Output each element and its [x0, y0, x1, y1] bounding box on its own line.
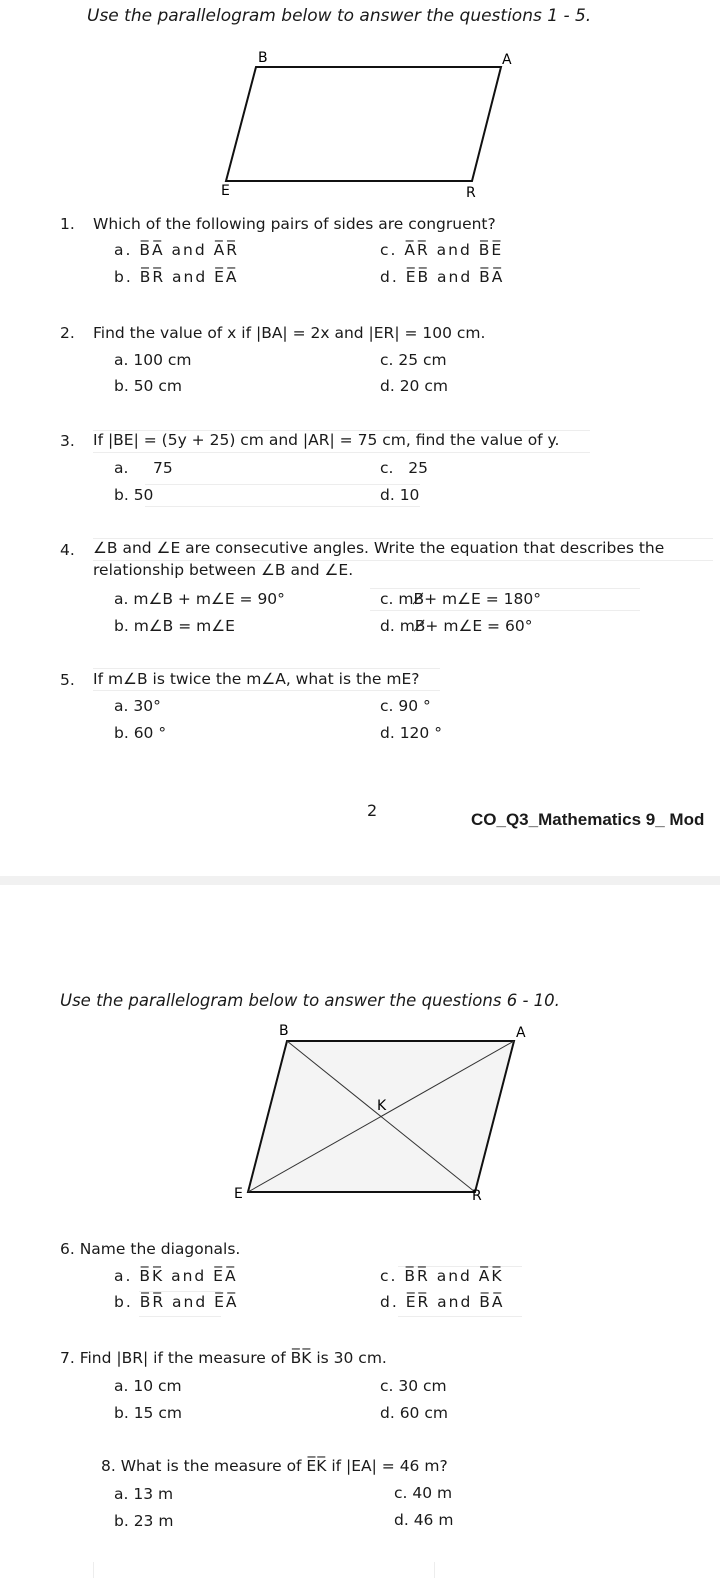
- q1-choice-a[interactable]: a. B̅A̅ and A̅R̅: [114, 241, 239, 259]
- question-4-text: ∠B and ∠E are consecutive angles. Write the equation that describes the: [93, 539, 665, 557]
- q2-choice-b[interactable]: b. 50 cm: [114, 377, 182, 395]
- q1-choice-b[interactable]: b. B̅R̅ and E̅A̅: [114, 268, 239, 286]
- q2-choice-c[interactable]: c. 25 cm: [380, 351, 447, 369]
- q3-choice-a[interactable]: a. 75: [114, 459, 173, 477]
- q5-choice-b[interactable]: b. 60 °: [114, 724, 167, 742]
- q1-choice-d[interactable]: d. E̅B̅ and B̅A̅: [380, 268, 505, 286]
- page-separator: [0, 876, 720, 885]
- q3-choice-b[interactable]: b. 50: [114, 486, 154, 504]
- parallelogram-figure-1: [200, 40, 530, 205]
- q8-choice-a[interactable]: a. 13 m: [114, 1485, 174, 1503]
- q7-choice-c[interactable]: c. 30 cm: [380, 1377, 447, 1395]
- q2-choice-a[interactable]: a. 100 cm: [114, 351, 192, 369]
- q3-choice-d[interactable]: d. 10: [380, 486, 420, 504]
- q3-choice-c[interactable]: c. 25: [380, 459, 428, 477]
- question-1-text: Which of the following pairs of sides are congruent?: [93, 215, 496, 233]
- vertex-label-a: A: [502, 52, 512, 68]
- q7-choice-b[interactable]: b. 15 cm: [114, 1404, 182, 1422]
- q4-choice-d[interactable]: d. mB̸+ m∠E = 60°: [380, 617, 533, 635]
- q7-choice-a[interactable]: a. 10 cm: [114, 1377, 182, 1395]
- question-6-text: 6. Name the diagonals.: [60, 1240, 241, 1258]
- q5-choice-d[interactable]: d. 120 °: [380, 724, 442, 742]
- q6-choice-b[interactable]: b. B̅R̅ and E̅A̅: [114, 1293, 239, 1311]
- q8-choice-b[interactable]: b. 23 m: [114, 1512, 174, 1530]
- question-number: 3.: [60, 432, 75, 450]
- vertex-label-a: A: [516, 1025, 526, 1041]
- vertex-label-b: B: [279, 1023, 289, 1039]
- question-number: 2.: [60, 324, 75, 342]
- question-7-text: 7. Find |BR| if the measure of B̅K̅ is 30 cm.: [60, 1349, 387, 1367]
- question-8-text: 8. What is the measure of E̅K̅ if |EA| = 46 m?: [101, 1457, 448, 1475]
- page-number: 2: [367, 801, 378, 820]
- vertex-label-r: R: [472, 1188, 482, 1204]
- parallelogram-shape: [226, 67, 501, 181]
- vertex-label-e: E: [234, 1186, 243, 1202]
- question-5-text: If m∠B is twice the m∠A, what is the mE?: [93, 670, 420, 688]
- q1-choice-c[interactable]: c. A̅R̅ and B̅E̅: [380, 241, 504, 259]
- vertex-label-b: B: [258, 50, 268, 66]
- question-4-text-line2: relationship between ∠B and ∠E.: [93, 561, 354, 579]
- question-number: 5.: [60, 671, 75, 689]
- instruction-1-5: Use the parallelogram below to answer the questions 1 - 5.: [87, 6, 592, 26]
- q7-choice-d[interactable]: d. 60 cm: [380, 1404, 448, 1422]
- q8-choice-d[interactable]: d. 46 m: [394, 1511, 454, 1529]
- q6-choice-c[interactable]: c. B̅R̅ and A̅K̅: [380, 1267, 504, 1285]
- q5-choice-c[interactable]: c. 90 °: [380, 697, 431, 715]
- q4-choice-b[interactable]: b. m∠B = m∠E: [114, 617, 235, 635]
- question-2-text: Find the value of x if |BA| = 2x and |ER| = 100 cm.: [93, 324, 486, 342]
- parallelogram-figure-2: [225, 1018, 545, 1210]
- q2-choice-d[interactable]: d. 20 cm: [380, 377, 448, 395]
- vertex-label-e: E: [221, 183, 230, 199]
- intersection-label-k: K: [377, 1098, 387, 1114]
- question-number: 4.: [60, 541, 75, 559]
- question-number: 1.: [60, 215, 75, 233]
- module-footer: CO_Q3_Mathematics 9_ Mod: [471, 810, 705, 829]
- q4-choice-c[interactable]: c. mB̸+ m∠E = 180°: [380, 590, 541, 608]
- q5-choice-a[interactable]: a. 30°: [114, 697, 161, 715]
- q4-choice-a[interactable]: a. m∠B + m∠E = 90°: [114, 590, 285, 608]
- instruction-6-10: Use the parallelogram below to answer the questions 6 - 10.: [60, 991, 560, 1010]
- q6-choice-a[interactable]: a. B̅K̅ and E̅A̅: [114, 1267, 238, 1285]
- vertex-label-r: R: [466, 185, 476, 201]
- q8-choice-c[interactable]: c. 40 m: [394, 1484, 453, 1502]
- q6-choice-d[interactable]: d. E̅R̅ and B̅A̅: [380, 1293, 505, 1311]
- question-3-text: If |BE| = (5y + 25) cm and |AR| = 75 cm, find the value of y.: [93, 431, 560, 449]
